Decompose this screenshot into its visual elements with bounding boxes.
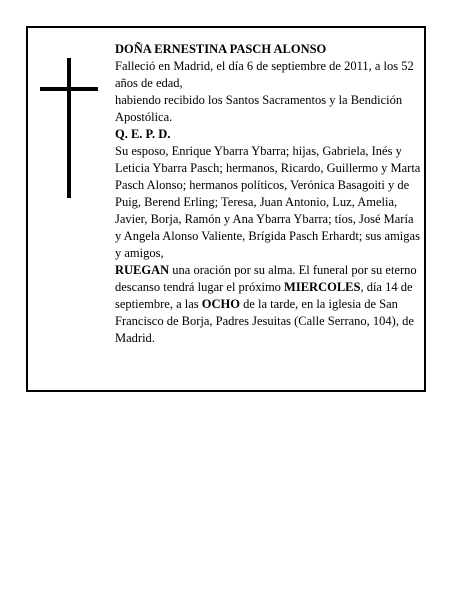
funeral-day: MIERCOLES [284,280,361,294]
funeral-details [115,262,422,347]
latin-cross-icon [40,58,98,198]
funeral-text-part-2: , día 14 de septiembre, a las [115,280,413,311]
cross-horizontal-bar [40,87,98,91]
rip-abbreviation: Q. E. P. D. [115,127,171,141]
death-announcement: Falleció en Madrid, el día 6 de septiembre de 2011, a los 52 años de edad, [115,59,414,90]
sacraments-statement: habiendo recibido los Santos Sacramentos y la Bendición Apostólica. [115,93,403,124]
cross-vertical-bar [67,58,71,198]
funeral-hour: OCHO [201,297,240,311]
obituary-notice [26,26,426,392]
funeral-text-part-3: de la tarde, en la iglesia de San Francisco de Borja, Padres Jesuitas (Calle Serrano, 104), de Madrid. [115,297,414,345]
family-list: Su esposo, Enrique Ybarra Ybarra; hijas, Gabriela, Inés y Leticia Ybarra Pasch; hermanos, Ricardo, Guillermo y Marta Pasch Alonso; hermanos políticos, Verónica Basagoiti y de Puig, Berend Erling; Teresa, Juan Antonio, Luz, Amelia, Javier, Borja, Ramón y Ana Ybarra Ybarra; tíos, José María y Angela Alonso Valiente, Brígida Pasch Erhardt; sus amigas y amigos, [115,144,421,260]
deceased-name: DOÑA ERNESTINA PASCH ALONSO [115,42,327,56]
notice-text [115,41,422,347]
funeral-text-part-1: una oración por su alma. El funeral por su eterno descanso tendrá lugar el próximo [115,263,417,294]
ruegan-word: RUEGAN [115,263,170,277]
